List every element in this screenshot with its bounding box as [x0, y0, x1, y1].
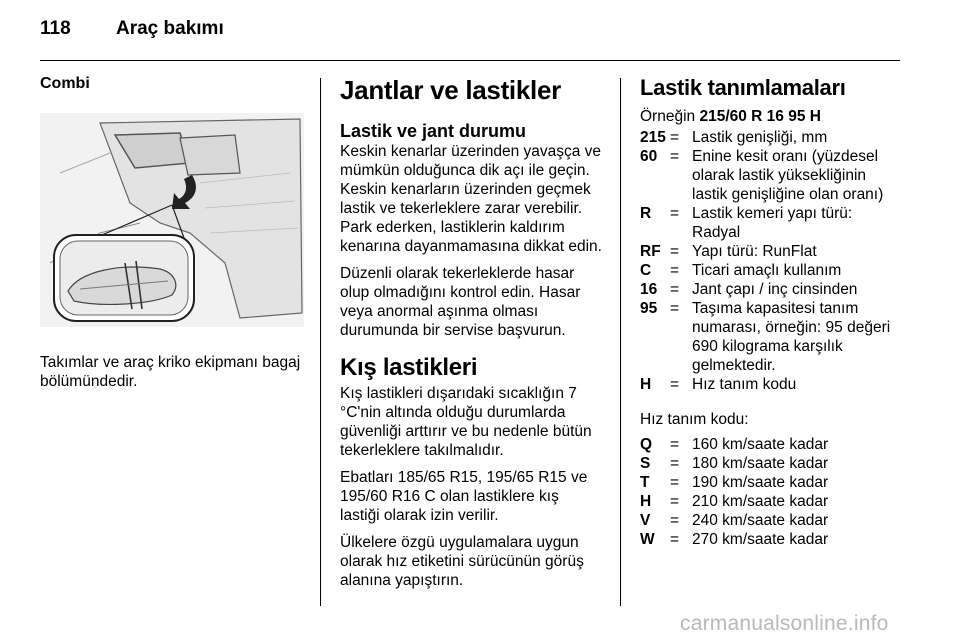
definition-text: Ticari amaçlı kullanım [692, 262, 842, 279]
definition-text: Lastik kemeri yapı türü: Radyal [692, 205, 853, 241]
definition-eq: = [670, 376, 680, 393]
left-column [40, 74, 310, 399]
trunk-illustration-svg [40, 113, 304, 327]
definition-eq: = [670, 281, 680, 298]
speed-eq: = [670, 531, 680, 548]
definition-eq: = [670, 262, 680, 279]
tire-designation-title: Lastik tanımlamaları [640, 75, 846, 100]
right-column [640, 74, 902, 549]
tire-example [640, 107, 902, 126]
definition-eq: = [670, 300, 680, 317]
tire-condition-paragraph-2: Düzenli olarak tekerleklerde hasar olup olmadığını kontrol edin. Hasar veya anormal aşınma olması durumunda bir servise başvurun. [340, 265, 581, 339]
watermark: carmanualsonline.info [680, 612, 889, 635]
definition-key: 60 [640, 148, 658, 165]
speed-key: W [640, 531, 655, 548]
definition-eq: = [670, 243, 680, 260]
speed-key: H [640, 493, 652, 510]
combi-subhead: Combi [40, 75, 90, 92]
definition-eq: = [670, 129, 680, 146]
example-prefix: Örneğin [640, 108, 700, 125]
speed-eq: = [670, 512, 680, 529]
definition-text: Jant çapı / inç cinsinden [692, 281, 858, 298]
tire-code-definitions [640, 128, 902, 394]
header-rule [40, 60, 900, 61]
speed-key: T [640, 474, 650, 491]
speed-eq: = [670, 436, 680, 453]
example-value: 215/60 R 16 95 H [699, 108, 821, 125]
definition-key: H [640, 376, 652, 393]
trunk-caption: Takımlar ve araç kriko ekipmanı bagaj bölümündedir. [40, 354, 301, 390]
speed-key: V [640, 512, 651, 529]
definition-text: Taşıma kapasitesi tanım numarası, örneğin: 95 değeri 690 kilograma karşılık gelmektedir. [692, 300, 891, 374]
definition-text: Yapı türü: RunFlat [692, 243, 817, 260]
definition-eq: = [670, 148, 680, 165]
speed-text: 270 km/saate kadar [692, 531, 829, 548]
speed-eq: = [670, 493, 680, 510]
winter-tires-heading: Kış lastikleri [340, 354, 478, 381]
definition-key: R [640, 205, 652, 222]
page-header-title: Araç bakımı [116, 18, 224, 39]
speed-text: 240 km/saate kadar [692, 512, 829, 529]
speed-text: 180 km/saate kadar [692, 455, 829, 472]
definition-key: 95 [640, 300, 658, 317]
definition-key: RF [640, 243, 661, 260]
winter-tires-paragraph-2: Ebatları 185/65 R15, 195/65 R15 ve 195/60 R16 C olan lastiklere kış lastiği olarak izin verilir. [340, 469, 588, 524]
definition-eq: = [670, 205, 680, 222]
winter-tires-paragraph-1: Kış lastikleri dışarıdaki sıcaklığın 7 °C'nin altında olduğu durumlarda güvenliği arttırır ve bu nedenle bütün tekerleklere takılmalıdır. [340, 385, 592, 459]
speed-text: 190 km/saate kadar [692, 474, 829, 491]
definition-text: Lastik genişliği, mm [692, 129, 828, 146]
definition-text: Hız tanım kodu [692, 376, 797, 393]
speed-code-list [640, 435, 902, 549]
speed-text: 210 km/saate kadar [692, 493, 829, 510]
trunk-tool-illustration [40, 113, 304, 327]
speed-key: Q [640, 436, 653, 453]
wheels-tires-title: Jantlar ve lastikler [340, 75, 561, 105]
speed-text: 160 km/saate kadar [692, 436, 829, 453]
speed-key: S [640, 455, 651, 472]
column-divider-2 [620, 78, 621, 606]
speed-code-title: Hız tanım kodu: [640, 411, 749, 428]
speed-eq: = [670, 455, 680, 472]
definition-key: C [640, 262, 652, 279]
definition-key: 16 [640, 281, 658, 298]
tire-condition-paragraph-1: Keskin kenarlar üzerinden yavaşça ve mümkün olduğunca dik açı ile geçin. Keskin kenarların üzerinden geçmek lastik ve tekerleklere zarar verebilir. Park ederken, lastiklerin kaldırım kenarına dayanmamasına dikkat edin. [340, 143, 602, 255]
winter-tires-paragraph-3: Ülkelere özgü uygulamalara uygun olarak hız etiketini sürücünün görüş alanına yapıştırın. [340, 534, 584, 589]
definition-text: Enine kesit oranı (yüzdesel olarak lastik yüksekliğinin lastik genişliğine olan oranı) [692, 148, 884, 203]
speed-eq: = [670, 474, 680, 491]
definition-key: 215 [640, 129, 666, 146]
tire-condition-heading: Lastik ve jant durumu [340, 121, 527, 141]
page-number: 118 [40, 18, 71, 39]
middle-column [340, 74, 602, 598]
column-divider-1 [320, 78, 321, 606]
